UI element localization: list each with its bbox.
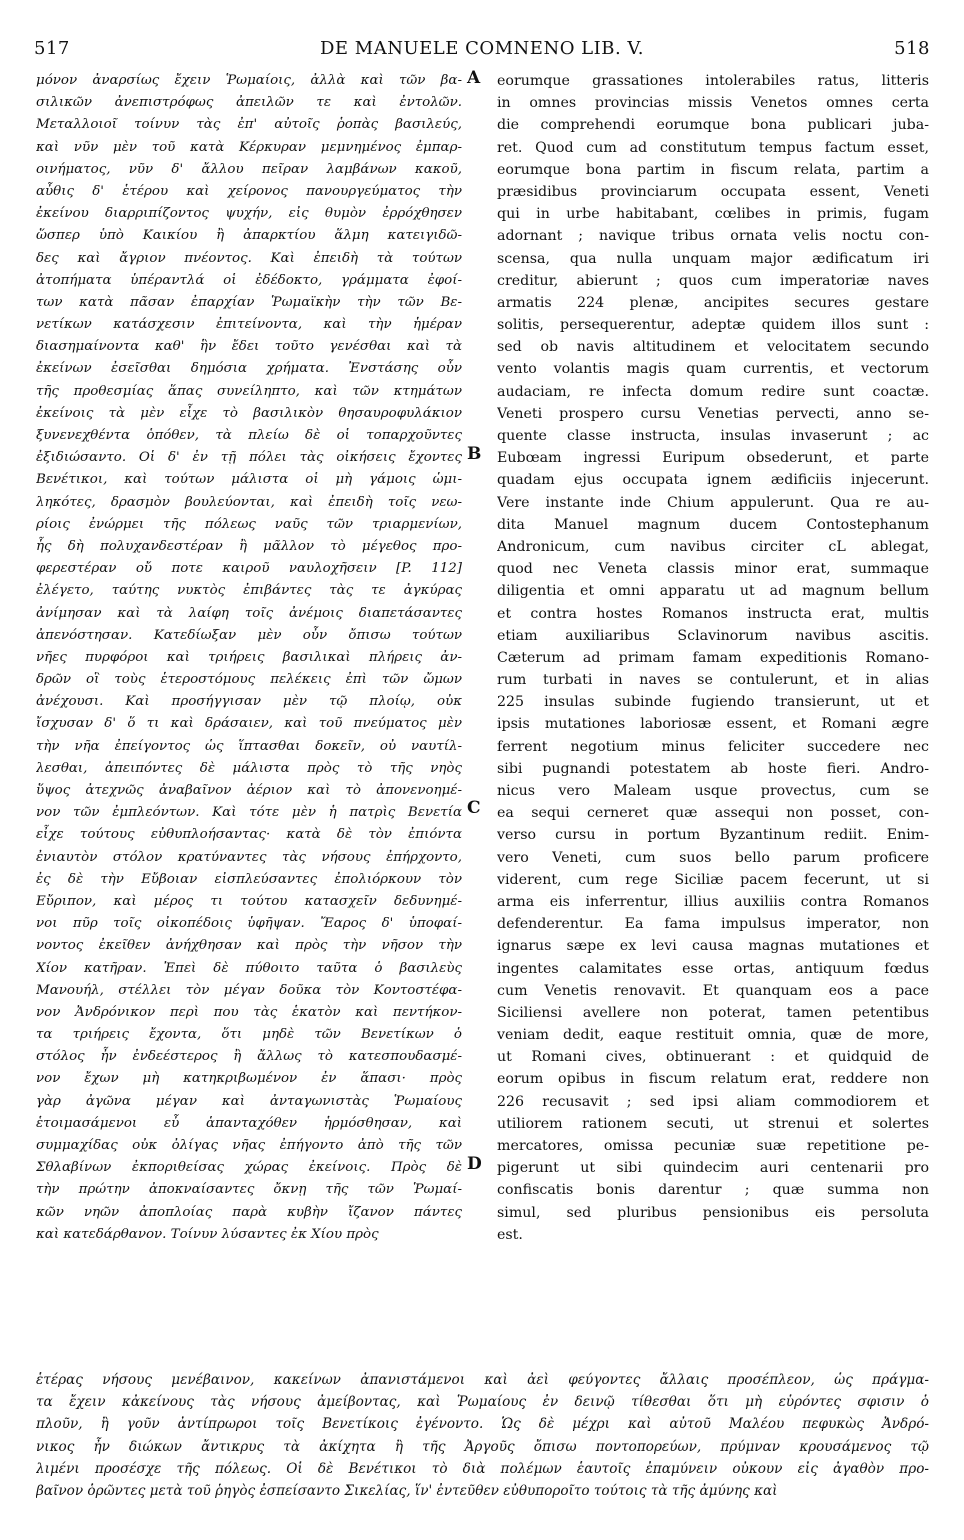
greek-text-line: ἐνιαυτὸν στόλον κρατύναντες τὰς νήσους ἐπήρχοντο, xyxy=(36,849,462,865)
greek-text-line: νῆες πυρφόροι καὶ τριήρεις βασιλικαὶ πλήρεις ἀν- xyxy=(36,649,462,665)
latin-text-line: solitis, persequerentur, adeptæ quidem illos sunt : xyxy=(497,317,929,334)
greek-text-line: αὖθις δ' ἑτέρου καὶ χείρονος πανουργεύματος τὴν xyxy=(36,183,462,199)
latin-text-line: eorumque bona partim in fiscum relata, partim a xyxy=(497,161,929,178)
greek-text-line: δες καὶ ἄγριον πνέοντος. Καὶ ἐπειδὴ τὰ τούτων xyxy=(36,250,462,266)
latin-text-line: 226 recusavit ; sed ipsi aliam commodiorem et xyxy=(497,1093,929,1110)
latin-text-line: eorumque grassationes intolerabiles ratus, litteris xyxy=(497,73,929,89)
greek-continuation-line: τα ἔχειν κἀκείνους τὰς νήσους ἀμείβοντας, καὶ Ῥωμαίους ἐν δεινῷ τίθεσθαι ὅτι μὴ εὑρόντες σφισιν ὁ xyxy=(36,1394,929,1411)
section-marker-a: A xyxy=(467,68,481,88)
running-header xyxy=(34,38,930,62)
greek-continuation-line: βαῖνον ὁρῶντες μετὰ τοῦ ῥηγὸς ἐσπείσαντο Σικελίας, ἵν' ἐντεῦθεν εὐθυποροῖτο τούτοις τὰ τῆς ἀμύνης καὶ xyxy=(36,1482,778,1499)
greek-text-line: ξυνενεχθέντα ὁπόθεν, τὰ πλείω δὲ οἱ τοπαρχοῦντες xyxy=(36,428,462,443)
latin-text-line: creditur, abierunt ; quos cum imperatoriæ naves xyxy=(497,272,929,289)
latin-text-line: in omnes provincias missis Venetos omnes certa xyxy=(497,95,929,112)
latin-text-line: Andronicum, cum navibus circiter cL ablegat, xyxy=(497,538,929,555)
latin-text-line: audaciam, re infecta domum redire sunt coactæ. xyxy=(497,383,929,400)
greek-text-line: φερεστέραν οὔ ποτε καιροῦ ναυλοχῆσειν [P. 112] xyxy=(36,561,462,577)
greek-text-line: νον τῶν ἐμπλεόντων. Καὶ τότε μὲν ἡ πατρὶς Βενετία xyxy=(36,805,462,821)
greek-text-line: των κατὰ πᾶσαν ἐπαρχίαν Ῥωμαϊκὴν τὴν τῶν Βε- xyxy=(36,294,462,310)
greek-continuation-line: λιμένι προσέσχε τῆς πόλεως. Οἱ δὲ Βενέτικοι τὸ διὰ πολέμων ἑαυτοῖς ἐπαμύνειν οὐκουν εἰς ἀγαθὸν προ- xyxy=(36,1460,929,1477)
greek-text-line: ἐκείνου διαρριπίζοντος ψυχήν, εἰς θυμὸν ἐρρόχθησεν xyxy=(36,206,462,222)
greek-text-line: καὶ κατεδάρθανον. Τοίνυν λύσαντες ἐκ Χίου πρὸς xyxy=(36,1226,379,1242)
latin-text-line: est. xyxy=(497,1226,523,1243)
latin-text-line: armatis 224 plenæ, ancipites secures gestare xyxy=(497,294,929,311)
latin-text-line: sed ob navis altitudinem et velocitatem secundo xyxy=(497,339,929,356)
greek-text-line: Χίον κατῆραν. Ἐπεὶ δὲ πύθοιτο ταῦτα ὁ βασιλεὺς xyxy=(36,960,462,976)
latin-text-line: Veneti prospero cursu Venetias pervecti, anno se- xyxy=(497,405,929,422)
latin-text-line: scensa, qua nulla unquam major ædificatum iri xyxy=(497,250,929,267)
greek-text-line: Εὔριπον, καὶ μέρος τι τούτου κατασχεῖν δεδυνημέ- xyxy=(36,893,462,909)
page-number-left: 517 xyxy=(34,38,70,59)
latin-text-line: cum Venetis renovavit. Et quanquam eos a pace xyxy=(497,982,929,999)
latin-text-line: ea sequi cerneret quæ assequi non posset, con- xyxy=(497,805,929,822)
greek-text-line: τὴν νῆα ἐπείγοντος ὡς ἵπτασθαι δοκεῖν, οὐ ναυτίλ- xyxy=(36,738,462,754)
greek-text-line: ἧς δὴ πολυχανδεστέραν ἢ μᾶλλον τὸ μέγεθος προ- xyxy=(36,538,462,554)
greek-text-line: δρῶν οἳ τοὺς ἑτεροστόμους πελέκεις ἐπὶ τῶν ὤμων xyxy=(36,672,462,688)
latin-text-line: defenderentur. Ea fama impulsus imperator, non xyxy=(497,916,929,933)
latin-text-line: sibi pugnandi potestatem ab hoste fieri. Andro- xyxy=(497,760,929,777)
greek-text-line: λεσθαι, ἀπειπόντες δὲ μάλιστα πρὸς τὸ τῆς νηὸς xyxy=(36,760,462,776)
greek-text-line: ἑτοιμασάμενοι εὖ ἁπανταχόθεν ἡρμόσθησαν, καὶ xyxy=(36,1115,462,1131)
greek-text-line: ἴσχυσαν δ' ὅ τι καὶ δράσαιεν, καὶ τοῦ πνεύματος μὲν xyxy=(36,716,462,732)
latin-text-line: qui in urbe habitabant, cœlibes in primis, fugam xyxy=(497,206,929,223)
latin-text-line: quod nec Veneta classis minor erat, summaque xyxy=(497,561,929,578)
latin-text-line: ignarus sæpe ex levi causa magnas mutationes et xyxy=(497,938,929,955)
latin-text-line: etiam auxiliaribus Sclavinorum navibus ascitis. xyxy=(497,627,929,644)
greek-text-line: νετίκων κατάσχεσιν ἐπιτείνοντα, καὶ τὴν ἡμέραν xyxy=(36,317,462,333)
greek-text-line: ἐκείνων ἐσεῖσθαι δημόσια χρήματα. Ἐνστάσης οὖν xyxy=(36,361,462,377)
running-title: DE MANUELE COMNENO LIB. V. xyxy=(320,38,644,59)
greek-text-line: ρίοις ἐνώρμει τῆς πόλεως ναῦς τῶν τριαρμενίων, xyxy=(36,516,462,532)
greek-text-line: οινήματος, νῦν δ' ἄλλου πεῖραν λαμβάνων κακοῦ, xyxy=(36,161,462,177)
section-marker-c: C xyxy=(467,798,481,818)
latin-text-line: quadam ejus occupata ignem ædificiis injecerunt. xyxy=(497,472,929,489)
latin-text-line: Eubœam ingressi Euripum obsederunt, et parte xyxy=(497,450,929,467)
latin-column xyxy=(497,70,929,1246)
latin-text-line: præsidibus provinciarum occupata essent, Veneti xyxy=(497,183,929,200)
latin-text-line: die comprehendi eorumque bona publicari juba- xyxy=(497,117,929,134)
greek-text-line: ἐξιδιώσαντο. Οἱ δ' ἐν τῇ πόλει τὰς οἰκήσεις ἔχοντες xyxy=(36,450,462,466)
section-marker-b: B xyxy=(467,444,482,464)
greek-text-line: γὰρ ἀγῶνα μέγαν καὶ ἀνταγωνιστὰς Ῥωμαίους xyxy=(36,1093,462,1109)
greek-text-line: ὕψος ἀτεχνῶς ἀναβαῖνον ἀέριον καὶ τὸ ἀπονενοημέ- xyxy=(36,783,462,798)
greek-text-line: συμμαχίδας οὐκ ὀλίγας νῆας ἐπήγοντο ἀπὸ τῆς τῶν xyxy=(36,1138,462,1153)
greek-text-line: Σθλαβίνων ἐκποριθείσας χώρας ἐκείνοις. Πρὸς δὲ xyxy=(36,1160,462,1176)
greek-text-line: καὶ νῦν μὲν τοῦ κατὰ Κέρκυραν μεμνημένος ἐμπαρ- xyxy=(36,139,462,155)
latin-text-line: rum turbati in naves se contulerunt, et in alias xyxy=(497,672,929,689)
latin-text-line: 225 insulas subinde fugiendo transierunt, ut et xyxy=(497,694,929,711)
latin-text-line: veniam dedit, eaque restituit omnia, quæ de more, xyxy=(497,1027,929,1044)
greek-text-line: ὥσπερ ὑπὸ Καικίου ἢ ἀπαρκτίου ἅλμη κατειγιδῶ- xyxy=(36,228,462,244)
latin-text-line: quente classe instructa, insulas invaserunt ; ac xyxy=(497,428,929,444)
page-number-right: 518 xyxy=(894,38,930,59)
greek-text-line: ἐκείνοις τὰ μὲν εἶχε τὸ βασιλικὸν θησαυροφυλάκιον xyxy=(36,405,462,421)
greek-text-line: νον Ἀνδρόνικον περὶ που τὰς ἑκατὸν καὶ πεντήκον- xyxy=(36,1004,462,1020)
latin-text-line: ingentes calamitates esse ortas, antiquum fœdus xyxy=(497,960,929,977)
latin-text-line: nicus vero Maleam usque provectus, cum se xyxy=(497,783,929,799)
greek-text-line: ληκότες, δρασμὸν βουλεύονται, καὶ ἐπειδὴ τοῖς νεω- xyxy=(36,494,462,510)
latin-text-line: utiliorem rationem secuti, ut strenui et solertes xyxy=(497,1115,929,1132)
latin-text-line: mercatores, omissa pecuniæ suæ repetitione pe- xyxy=(497,1138,929,1154)
greek-text-line: Βενέτικοι, καὶ τούτων μάλιστα οἱ μὴ γάμοις ὡμι- xyxy=(36,472,462,488)
greek-continuation-line: νικος ἦν διώκων ἄντικρυς τὰ ἀκίχητα ἢ τῆς Ἀργοῦς ὄπισω ποντοπορεύων, πρύμναν κρουσάμενος τῷ xyxy=(36,1438,929,1455)
latin-text-line: arma eis inferrentur, illius auxiliis contra Romanos xyxy=(497,893,929,910)
greek-text-line: ἀνέχουσι. Καὶ προσήγγισαν μὲν τῷ πλοίῳ, οὐκ xyxy=(36,694,462,710)
greek-text-line: διασημαίνοντα καθ' ἣν ἔδει τοῦτο γενέσθαι καὶ τὰ xyxy=(36,339,462,355)
latin-text-line: Siciliensi avellere non poterat, tamen petentibus xyxy=(497,1004,929,1021)
latin-text-line: ferrent negotium minus feliciter succedere nec xyxy=(497,738,929,755)
greek-text-line: ἀνίμησαν καὶ τὰ λαίφη τοῖς ἀνέμοις διαπετάσαντες xyxy=(36,605,462,621)
latin-text-line: dita Manuel magnum ducem Contostephanum xyxy=(497,516,929,533)
greek-text-line: κῶν νηῶν ἀποπλοίας παρὰ κυβὴν ἴζανον πάντες xyxy=(36,1204,462,1220)
latin-text-line: pigerunt ut sibi quindecim auri centenarii pro xyxy=(497,1160,929,1177)
greek-text-line: νον ἔχων μὴ κατηκριβωμένον ἐν ἅπασι· πρὸς xyxy=(36,1071,462,1087)
greek-text-line: στόλος ἦν ἐνδεέστερος ἢ ἄλλως τὸ κατεσπουδασμέ- xyxy=(36,1049,462,1065)
greek-text-line: τα τριήρεις ἔχοντα, ὅτι μηδὲ τῶν Βενετίκων ὁ xyxy=(36,1027,462,1043)
latin-text-line: adornant ; navique tribus ornata velis noctu con- xyxy=(497,228,929,245)
greek-text-line: ἐς δὲ τὴν Εὔβοιαν εἰσπλεύσαντες ἐπολιόρκουν τὸν xyxy=(36,871,462,887)
greek-text-line: Μανουήλ, στέλλει τὸν μέγαν δοῦκα τὸν Κοντοστέφα- xyxy=(36,982,462,998)
greek-continuation xyxy=(36,1369,929,1502)
greek-text-line: σιλικῶν ἀνεπιστρόφως ἀπειλῶν τε καὶ ἐντολῶν. xyxy=(36,95,462,111)
greek-text-line: τῆς προθεσμίας ἅπας συνείληπτο, καὶ τῶν κτημάτων xyxy=(36,383,462,399)
latin-text-line: simul, sed pluribus pensionibus eis persoluta xyxy=(497,1204,929,1221)
greek-text-line: τὴν πρώτην ἀποκναίσαντες ὄκνῃ τῆς τῶν Ῥωμαί- xyxy=(36,1182,462,1198)
greek-continuation-line: πλοῦν, ἢ γοῦν ἀντίπρωροι τοῖς Βενετίκοις ἐγένοντο. Ὡς δὲ μέχρι καὶ αὐτοῦ Μαλέου πεφυκὼς Ἀνδρό- xyxy=(36,1416,929,1433)
latin-text-line: eorum opibus in fiscum relatum erat, reddere non xyxy=(497,1071,929,1088)
latin-text-line: vero Veneti, cum suos bello parum proficere xyxy=(497,849,929,866)
latin-text-line: ret. Quod cum ad constitutum tempus factum esset, xyxy=(497,139,929,156)
greek-text-line: νοι πῦρ τοῖς οἰκοπέδοις ὑφῆψαν. Ἔαρος δ' ὑποφαί- xyxy=(36,916,462,932)
greek-text-line: μόνον ἀναρσίως ἔχειν Ῥωμαίοις, ἀλλὰ καὶ τῶν βα- xyxy=(36,73,462,88)
greek-text-line: Μεταλλοιοῖ τοίνυν τὰς ἐπ' αὐτοῖς ῥοπὰς βασιλεύς, xyxy=(36,117,462,133)
latin-text-line: viderent, cum rege Siciliæ pacem fecerunt, ut si xyxy=(497,871,929,888)
latin-text-line: vento volantis magis quam currentis, et vectorum xyxy=(497,361,929,378)
latin-text-line: et contra hostes Romanos instructa erat, multis xyxy=(497,605,929,622)
latin-text-line: ipsis mutationes laboriosæ essent, et Romani ægre xyxy=(497,716,929,733)
latin-text-line: confiscatis bonis darentur ; quæ summa non xyxy=(497,1182,929,1199)
greek-text-line: ἀπενόστησαν. Κατεδίωξαν μὲν οὖν ὄπισω τούτων xyxy=(36,627,462,643)
latin-text-line: verso cursu in portum Byzantinum rediit. Enim- xyxy=(497,827,929,844)
greek-text-line: εἶχε τούτους εὐθυπλοήσαντας· κατὰ δὲ τὸν ἐπιόντα xyxy=(36,827,462,843)
greek-continuation-line: ἑτέρας νήσους μενέβαινον, κακείνων ἀπανιστάμενοι καὶ ἀεὶ φεύγοντες ἄλλαις προσέπλεον, ὡς πράγμα- xyxy=(36,1372,929,1388)
latin-text-line: diligentia et omni apparatu ut ad magnum bellum xyxy=(497,583,929,600)
latin-text-line: Vere instante inde Chium appulerunt. Qua re au- xyxy=(497,494,929,511)
latin-text-line: Cæterum ad primam famam expeditionis Romano- xyxy=(497,649,929,666)
greek-column xyxy=(36,70,462,1246)
greek-text-line: νοντος ἐκεῖθεν ἀνήχθησαν καὶ πρὸς τὴν νῆσον τὴν xyxy=(36,938,462,954)
greek-text-line: ἐλέγετο, ταύτης νυκτὸς ἐπιβάντες τὰς τε ἀγκύρας xyxy=(36,583,462,599)
section-marker-d: D xyxy=(467,1154,482,1174)
greek-text-line: ἀτοπήματα ὑπέραντλά οἱ ἐδέδοκτο, γράμματα ἐφοί- xyxy=(36,272,462,288)
latin-text-line: ut Romani cives, obtinuerant : et quidquid de xyxy=(497,1049,929,1066)
